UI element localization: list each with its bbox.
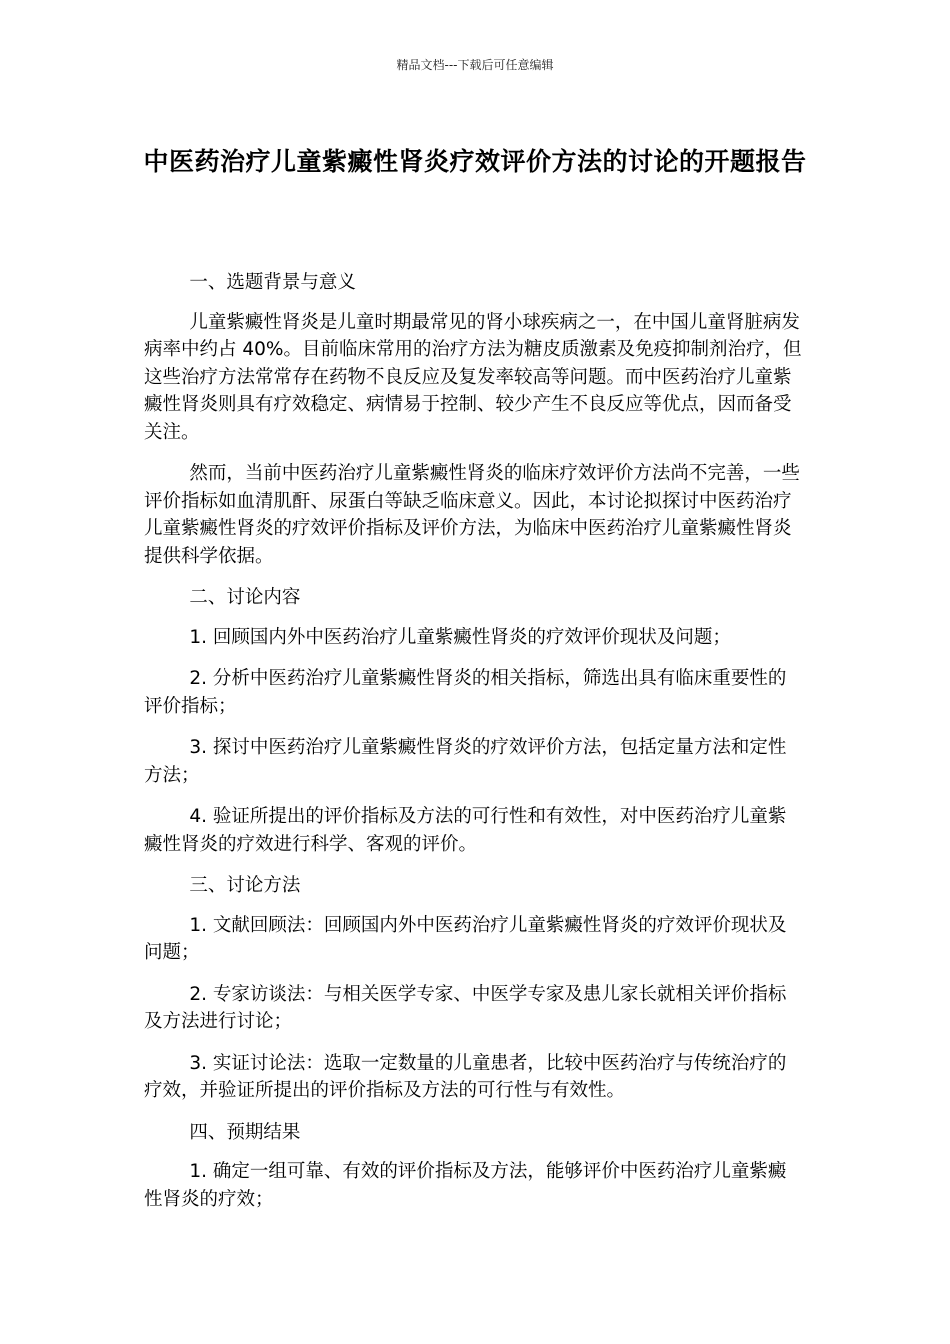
page-header: 精品文档---下载后可任意编辑 [396,58,554,72]
paragraph-background-1: 儿童紫癜性肾炎是儿童时期最常见的肾小球疾病之一，在中国儿童肾脏病发病率中约占 40%。目前临床常用的治疗方法为糖皮质激素及免疫抑制剂治疗，但这些治疗方法常常存在药物不良反应及复发率较高等问题。而中医药治疗儿童紫癜性肾炎则具有疗效稳定、病情易于控制、较少产生不良反应等优点，因而备受关注。 [144,311,802,443]
list-item: 4. 验证所提出的评价指标及方法的可行性和有效性，对中医药治疗儿童紫癜性肾炎的疗效进行科学、客观的评价。 [144,806,787,855]
list-item: 1. 文献回顾法：回顾国内外中医药治疗儿童紫癜性肾炎的疗效评价现状及问题； [144,914,787,963]
document-title: 中医药治疗儿童紫癜性肾炎疗效评价方法的讨论的开题报告 [143,147,807,176]
list-item: 3. 实证讨论法：选取一定数量的儿童患者，比较中医药治疗与传统治疗的疗效，并验证所提出的评价指标及方法的可行性与有效性。 [144,1052,787,1101]
list-item: 3. 探讨中医药治疗儿童紫癜性肾炎的疗效评价方法，包括定量方法和定性方法； [144,737,787,786]
list-item: 2. 分析中医药治疗儿童紫癜性肾炎的相关指标，筛选出具有临床重要性的评价指标； [144,668,787,717]
list-item: 2. 专家访谈法：与相关医学专家、中医学专家及患儿家长就相关评价指标及方法进行讨论； [144,983,787,1032]
list-item: 1. 确定一组可靠、有效的评价指标及方法，能够评价中医药治疗儿童紫癜性肾炎的疗效； [144,1161,787,1210]
document-body [144,269,804,1227]
section-heading-background: 一、选题背景与意义 [189,272,356,293]
section-heading-methods: 三、讨论方法 [189,875,301,896]
section-heading-content: 二、讨论内容 [189,587,301,608]
paragraph-background-2: 然而，当前中医药治疗儿童紫癜性肾炎的临床疗效评价方法尚不完善，一些评价指标如血清肌酐、尿蛋白等缺乏临床意义。因此，本讨论拟探讨中医药治疗儿童紫癜性肾炎的疗效评价指标及评价方法，为临床中医药治疗儿童紫癜性肾炎提供科学依据。 [144,463,800,567]
list-item: 1. 回顾国内外中医药治疗儿童紫癜性肾炎的疗效评价现状及问题； [189,626,731,648]
section-heading-results: 四、预期结果 [189,1121,301,1143]
